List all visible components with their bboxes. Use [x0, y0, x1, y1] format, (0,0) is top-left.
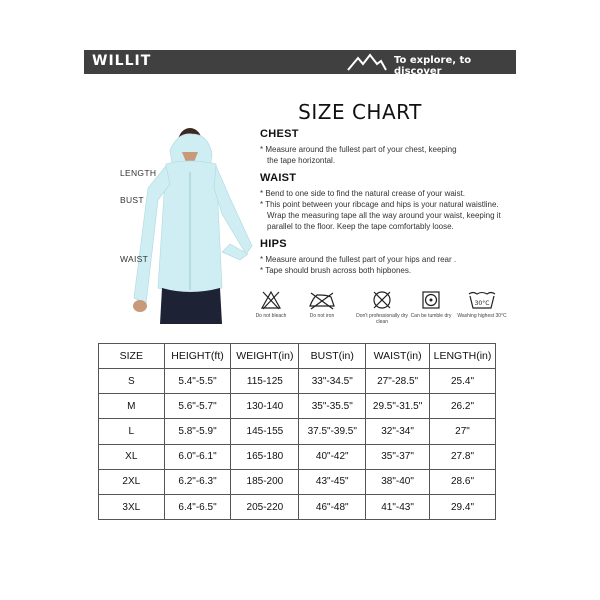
hips-line: * Tape should brush across both hipbones. [260, 266, 412, 275]
table-cell: 40"-42" [299, 444, 366, 469]
column-header: LENGTH(in) [430, 344, 496, 369]
column-header: WAIST(in) [366, 344, 430, 369]
table-cell: 32"-34" [366, 419, 430, 444]
no-dry-clean-icon [371, 290, 393, 310]
waist-line: Wrap the measuring tape all the way around your waist, keeping it [267, 211, 501, 220]
column-header: HEIGHT(ft) [164, 344, 231, 369]
wash-temp: 30°C [474, 300, 490, 307]
table-cell: 46"-48" [299, 494, 366, 519]
washing-30-icon [467, 290, 497, 310]
care-label: Don't professionally dry clean [356, 313, 408, 325]
care-label: Can be tumble dry [410, 313, 452, 319]
column-header: SIZE [99, 344, 165, 369]
table-row [99, 469, 496, 494]
table-cell: 5.4"-5.5" [164, 369, 231, 394]
care-label: Do not iron [309, 313, 335, 319]
table-row [99, 444, 496, 469]
chest-heading: CHEST [260, 128, 299, 140]
care-no-iron [292, 290, 352, 319]
table-header-row [99, 344, 496, 369]
table-cell: 165-180 [231, 444, 299, 469]
chest-line: * Measure around the fullest part of your chest, keeping [260, 145, 457, 154]
table-cell: 43"-45" [299, 469, 366, 494]
size-table [98, 343, 496, 520]
length-label: LENGTH [120, 168, 157, 178]
table-cell: 26.2" [430, 394, 496, 419]
table-cell: 38"-40" [366, 469, 430, 494]
no-iron-icon [307, 290, 337, 310]
chest-line: the tape horizontal. [267, 156, 336, 165]
table-cell: 2XL [99, 469, 165, 494]
table-row [99, 419, 496, 444]
waist-line: * This point between your ribcage and hips is your natural waistline. [260, 200, 499, 209]
column-header: BUST(in) [299, 344, 366, 369]
care-label: Washing highest 30°C [457, 313, 507, 319]
table-cell: 27.8" [430, 444, 496, 469]
table-cell: 115-125 [231, 369, 299, 394]
hips-line: * Measure around the fullest part of your hips and rear . [260, 255, 457, 264]
table-cell: 27" [430, 419, 496, 444]
table-cell: 41"-43" [366, 494, 430, 519]
table-cell: 35"-35.5" [299, 394, 366, 419]
table-cell: XL [99, 444, 165, 469]
chest-text [260, 144, 520, 166]
table-cell: S [99, 369, 165, 394]
table-cell: 3XL [99, 494, 165, 519]
table-cell: 6.2"-6.3" [164, 469, 231, 494]
table-cell: 145-155 [231, 419, 299, 444]
tumble-dry-icon [421, 290, 441, 310]
waist-line: * Bend to one side to find the natural crease of your waist. [260, 189, 466, 198]
hips-heading: HIPS [260, 238, 287, 250]
table-cell: 27"-28.5" [366, 369, 430, 394]
care-wash-30 [452, 290, 512, 319]
table-cell: 205-220 [231, 494, 299, 519]
brand-banner [84, 50, 516, 77]
model-image [118, 128, 253, 328]
no-bleach-icon [260, 290, 282, 310]
table-cell: M [99, 394, 165, 419]
table-cell: 29.4" [430, 494, 496, 519]
table-cell: 37.5"-39.5" [299, 419, 366, 444]
table-cell: 130-140 [231, 394, 299, 419]
hips-text [260, 254, 520, 276]
waist-line: parallel to the floor. Keep the tape comfortably loose. [267, 222, 454, 231]
table-row [99, 494, 496, 519]
page-title: SIZE CHART [298, 100, 422, 124]
column-header: WEIGHT(in) [231, 344, 299, 369]
table-cell: 6.4"-6.5" [164, 494, 231, 519]
waist-heading: WAIST [260, 172, 297, 184]
table-cell: 185-200 [231, 469, 299, 494]
table-cell: 6.0"-6.1" [164, 444, 231, 469]
tagline: To explore, to discover [394, 55, 472, 77]
table-cell: 25.4" [430, 369, 496, 394]
table-cell: 5.8"-5.9" [164, 419, 231, 444]
brand-name: WILLIT [92, 53, 152, 69]
waist-text [260, 188, 520, 232]
table-cell: 35"-37" [366, 444, 430, 469]
table-row [99, 369, 496, 394]
table-cell: 28.6" [430, 469, 496, 494]
care-label: Do not bleach [255, 313, 287, 319]
waist-label: WAIST [120, 254, 149, 264]
table-cell: L [99, 419, 165, 444]
mountain-logo-icon [346, 52, 388, 72]
table-row [99, 394, 496, 419]
table-cell: 5.6"-5.7" [164, 394, 231, 419]
table-cell: 33"-34.5" [299, 369, 366, 394]
bust-label: BUST [120, 195, 144, 205]
table-cell: 29.5"-31.5" [366, 394, 430, 419]
